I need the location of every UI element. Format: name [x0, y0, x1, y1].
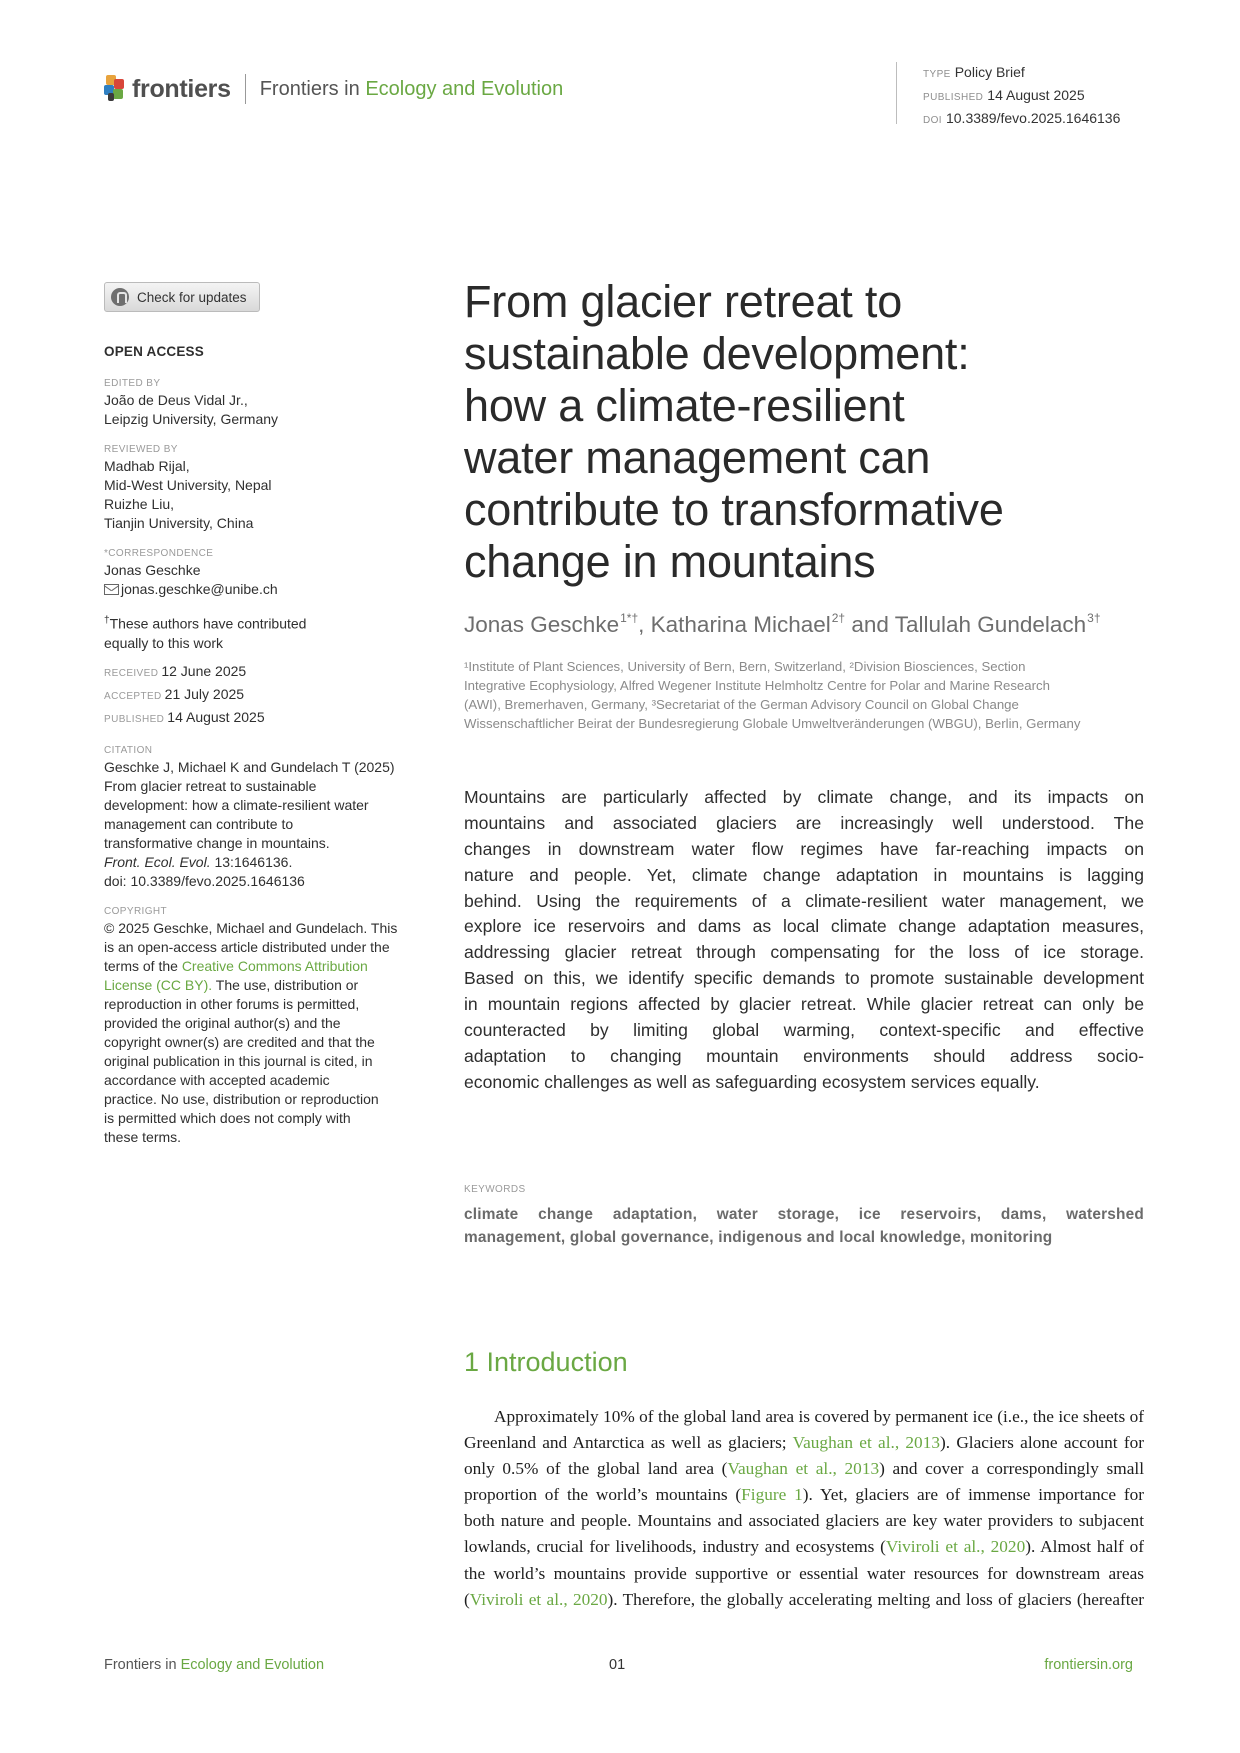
open-access-label: OPEN ACCESS — [104, 344, 204, 359]
citation-line: management can contribute to — [104, 815, 294, 832]
abstract-line: in mountain regions affected by glacier retreat. While glacier retreat can only be — [464, 994, 1144, 1015]
doi-value[interactable]: 10.3389/fevo.2025.1646136 — [945, 110, 1121, 126]
keywords — [464, 1203, 1144, 1249]
body-line-text: lowlands, crucial for livelihoods, industry and ecosystems ( — [464, 1537, 886, 1557]
body-line-text: ) and cover a correspondingly small — [879, 1459, 1144, 1479]
body-line-text: the world’s mountains provide supportive or essential water resources for downstream areas — [464, 1563, 1144, 1583]
citation-doi[interactable]: doi: 10.3389/fevo.2025.1646136 — [104, 872, 305, 889]
accepted-date: 21 July 2025 — [164, 685, 245, 702]
keywords-label: KEYWORDS — [464, 1184, 526, 1195]
author-list — [464, 611, 1101, 638]
edited-by-label: EDITED BY — [104, 378, 161, 389]
abstract-line: Mountains are particularly affected by climate change, and its impacts on — [464, 787, 1144, 807]
body-line-text: proportion of the world’s mountains ( — [464, 1485, 742, 1505]
envelope-icon — [104, 584, 119, 595]
editor-affiliation: Leipzig University, Germany — [104, 411, 279, 427]
copyright-line: is an open-access article distributed under the — [104, 938, 390, 955]
affiliations — [464, 657, 1080, 733]
copyright-line: © 2025 Geschke, Michael and Gundelach. This — [104, 919, 398, 936]
keywords-line: climate change adaptation, water storage, ice reservoirs, dams, watershed — [464, 1206, 1144, 1223]
edited-by — [104, 391, 414, 429]
citation-line: development: how a climate-resilient water — [104, 796, 369, 813]
abstract-line: nature and people. Yet, climate change adaptation in mountains is lagging — [464, 864, 1144, 885]
body-line — [464, 1430, 1144, 1456]
body-line — [464, 1534, 1144, 1560]
title-line: sustainable development: — [464, 328, 970, 379]
reference-link[interactable]: Vaughan et al., 2013 — [792, 1433, 940, 1453]
body-line — [464, 1561, 1144, 1587]
frontiers-logo-text[interactable]: frontiers — [132, 74, 231, 103]
copyright-label: COPYRIGHT — [104, 905, 168, 917]
abstract-line: mountains and associated glaciers are increasingly well understood. The — [464, 812, 1144, 833]
copyright-line: copyright owner(s) are credited and that the — [104, 1033, 375, 1050]
equal-note-line: These authors have contributed — [109, 615, 307, 632]
author-separator: , — [638, 612, 651, 637]
correspondence-name: Jonas Geschke — [104, 562, 201, 578]
footer-journal-prefix: Frontiers in — [104, 1657, 177, 1673]
title-line: how a climate-resilient — [464, 380, 905, 431]
citation-line: Geschke J, Michael K and Gundelach T (2025) — [104, 758, 395, 775]
citation-line: transformative change in mountains. — [104, 834, 330, 851]
correspondence-label: *CORRESPONDENCE — [104, 548, 214, 559]
brand-header — [104, 74, 563, 104]
citation-journal: Front. Ecol. Evol. — [104, 853, 211, 870]
figure-link[interactable]: Figure 1 — [741, 1485, 803, 1505]
citation-volume: 13:1646136. — [210, 853, 293, 870]
author-affiliation-mark: 1*† — [620, 611, 639, 625]
citation — [104, 758, 414, 891]
citation-line: From glacier retreat to sustainable — [104, 777, 317, 794]
footer-journal[interactable] — [104, 1657, 324, 1673]
body-line — [464, 1456, 1144, 1482]
body-line — [464, 1587, 1144, 1613]
article-meta — [896, 62, 1120, 124]
page-number: 01 — [609, 1657, 626, 1673]
abstract-line: counteracted by limiting global warming, context-specific and effective — [464, 1020, 1144, 1041]
copyright-line: terms of the — [104, 957, 182, 974]
reviewed-by — [104, 457, 414, 533]
body-text — [464, 1404, 1144, 1613]
reviewer-affiliation: Tianjin University, China — [104, 515, 254, 531]
copyright-line: The use, distribution or — [212, 976, 359, 993]
correspondence-email-row[interactable] — [104, 580, 414, 599]
header-divider — [245, 74, 246, 104]
equal-note-line: equally to this work — [104, 634, 224, 651]
published-date: 14 August 2025 — [167, 708, 265, 725]
copyright-line: provided the original author(s) and the — [104, 1014, 341, 1031]
copyright-line: these terms. — [104, 1128, 182, 1145]
affiliation-line: ¹Institute of Plant Sciences, University of Bern, Bern, Switzerland, ²Division Biosciences, Section — [464, 659, 1026, 674]
footer-site-link[interactable]: frontiersin.org — [1044, 1657, 1133, 1673]
copyright-line: is permitted which does not comply with — [104, 1109, 351, 1126]
title-line: From glacier retreat to — [464, 276, 903, 327]
body-line-text: ). Therefore, the globally accelerating melting and loss of glaciers (hereafter — [607, 1589, 1144, 1609]
published-label: PUBLISHED — [923, 92, 984, 103]
body-line-text: ( — [464, 1589, 470, 1609]
section-heading-introduction: 1 Introduction — [464, 1347, 628, 1377]
affiliation-line: (AWI), Bremerhaven, Germany, ³Secretariat of the German Advisory Council on Global Change — [464, 697, 1019, 712]
keywords-line: management, global governance, indigenous and local knowledge, monitoring — [464, 1229, 1053, 1246]
cc-license-link[interactable]: Creative Commons Attribution — [181, 957, 368, 974]
abstract-line: changes in downstream water flow regimes have far-reaching impacts on — [464, 838, 1144, 859]
journal-prefix: Frontiers in — [259, 77, 360, 100]
author-name[interactable]: Jonas Geschke — [464, 612, 620, 637]
copyright-line: accordance with accepted academic — [104, 1071, 330, 1088]
editor-name: João de Deus Vidal Jr., — [104, 392, 248, 408]
correspondence — [104, 561, 414, 599]
body-line-text: Approximately 10% of the global land area is covered by permanent ice (i.e., the ice sheets of — [494, 1407, 1144, 1426]
equal-contribution-note — [104, 611, 414, 653]
published-value: 14 August 2025 — [987, 87, 1085, 103]
journal-name[interactable] — [260, 78, 564, 101]
abstract-line: addressing glacier retreat through compensating for the loss of ice storage. — [464, 942, 1144, 963]
reference-link[interactable]: Vaughan et al., 2013 — [727, 1459, 880, 1479]
copyright-line: original publication in this journal is cited, in — [104, 1052, 373, 1069]
published-label: PUBLISHED — [104, 713, 165, 725]
abstract-line: economic challenges as well as safeguarding ecosystem services equally. — [464, 1071, 1040, 1092]
reference-link[interactable]: Viviroli et al., 2020 — [885, 1537, 1026, 1557]
type-value: Policy Brief — [954, 64, 1025, 80]
bookmark-icon — [111, 288, 129, 306]
body-line-text: only 0.5% of the global land area ( — [464, 1459, 728, 1479]
copyright-line: practice. No use, distribution or reproduction — [104, 1090, 379, 1107]
author-name[interactable]: Tallulah Gundelach — [894, 612, 1087, 637]
affiliation-line: Integrative Ecophysiology, Alfred Wegener Institute Helmholtz Centre for Polar and Marine Research — [464, 678, 1050, 693]
journal-title: Ecology and Evolution — [365, 77, 564, 100]
check-for-updates-button[interactable] — [104, 282, 260, 312]
cc-license-link[interactable]: License (CC BY). — [104, 976, 213, 993]
author-separator: and — [845, 612, 895, 637]
reviewer-name: Madhab Rijal, — [104, 458, 190, 474]
footer-journal-name: Ecology and Evolution — [180, 1657, 325, 1673]
reference-link[interactable]: Viviroli et al., 2020 — [469, 1589, 608, 1609]
title-line: water management can — [464, 432, 931, 483]
reviewer-name: Ruizhe Liu, — [104, 496, 175, 512]
title-line: change in mountains — [464, 536, 876, 587]
received-date: 12 June 2025 — [161, 662, 247, 679]
abstract — [464, 785, 1144, 1096]
accepted-label: ACCEPTED — [104, 690, 162, 702]
body-line-text: ). Glaciers alone account for — [939, 1433, 1144, 1453]
doi-label: DOI — [923, 115, 942, 126]
correspondence-email[interactable]: jonas.geschke@unibe.ch — [121, 581, 278, 597]
article-doi[interactable] — [923, 108, 1120, 131]
article-dates — [104, 661, 414, 730]
body-line — [464, 1482, 1144, 1508]
reviewer-affiliation: Mid-West University, Nepal — [104, 477, 272, 493]
body-line-text: ). Almost half of — [1025, 1537, 1144, 1557]
sidebar — [104, 282, 414, 1147]
body-line-text: ). Yet, glaciers are of immense importance for — [802, 1485, 1144, 1505]
author-affiliation-mark: 3† — [1087, 611, 1101, 625]
citation-label: CITATION — [104, 744, 153, 756]
body-line — [464, 1404, 1144, 1430]
dagger-mark: † — [104, 615, 110, 626]
frontiers-logo-icon — [104, 75, 126, 103]
abstract-line: explore ice reservoirs and dams as local climate change adaptation measures, — [464, 916, 1144, 937]
affiliation-line: Wissenschaftlicher Beirat der Bundesregierung Globale Umweltveränderungen (WBGU), Berlin, Germany — [464, 716, 1081, 731]
abstract-line: behind. Using the requirements of a climate-resilient water management, we — [464, 890, 1144, 911]
copyright-line: reproduction in other forums is permitted, — [104, 995, 360, 1012]
type-label: TYPE — [923, 69, 951, 80]
body-line-text: Greenland and Antarctica as well as glaciers; — [464, 1433, 793, 1453]
abstract-line: Based on this, we identify specific demands to promote sustainable development — [464, 968, 1144, 989]
check-updates-label: Check for updates — [137, 289, 247, 305]
author-affiliation-mark: 2† — [831, 611, 846, 625]
title-line: contribute to transformative — [464, 484, 1004, 535]
article-published — [923, 85, 1120, 108]
body-line-text: both nature and people. Mountains and associated glaciers are key water providers to subjacent — [464, 1511, 1144, 1531]
reviewed-by-label: REVIEWED BY — [104, 444, 178, 455]
article-type — [923, 62, 1120, 85]
author-name[interactable]: Katharina Michael — [650, 612, 831, 637]
copyright — [104, 919, 414, 1147]
body-line — [464, 1508, 1144, 1534]
received-label: RECEIVED — [104, 667, 159, 679]
abstract-line: adaptation to changing mountain environments should address socio- — [464, 1045, 1144, 1066]
article-title — [464, 276, 1004, 588]
